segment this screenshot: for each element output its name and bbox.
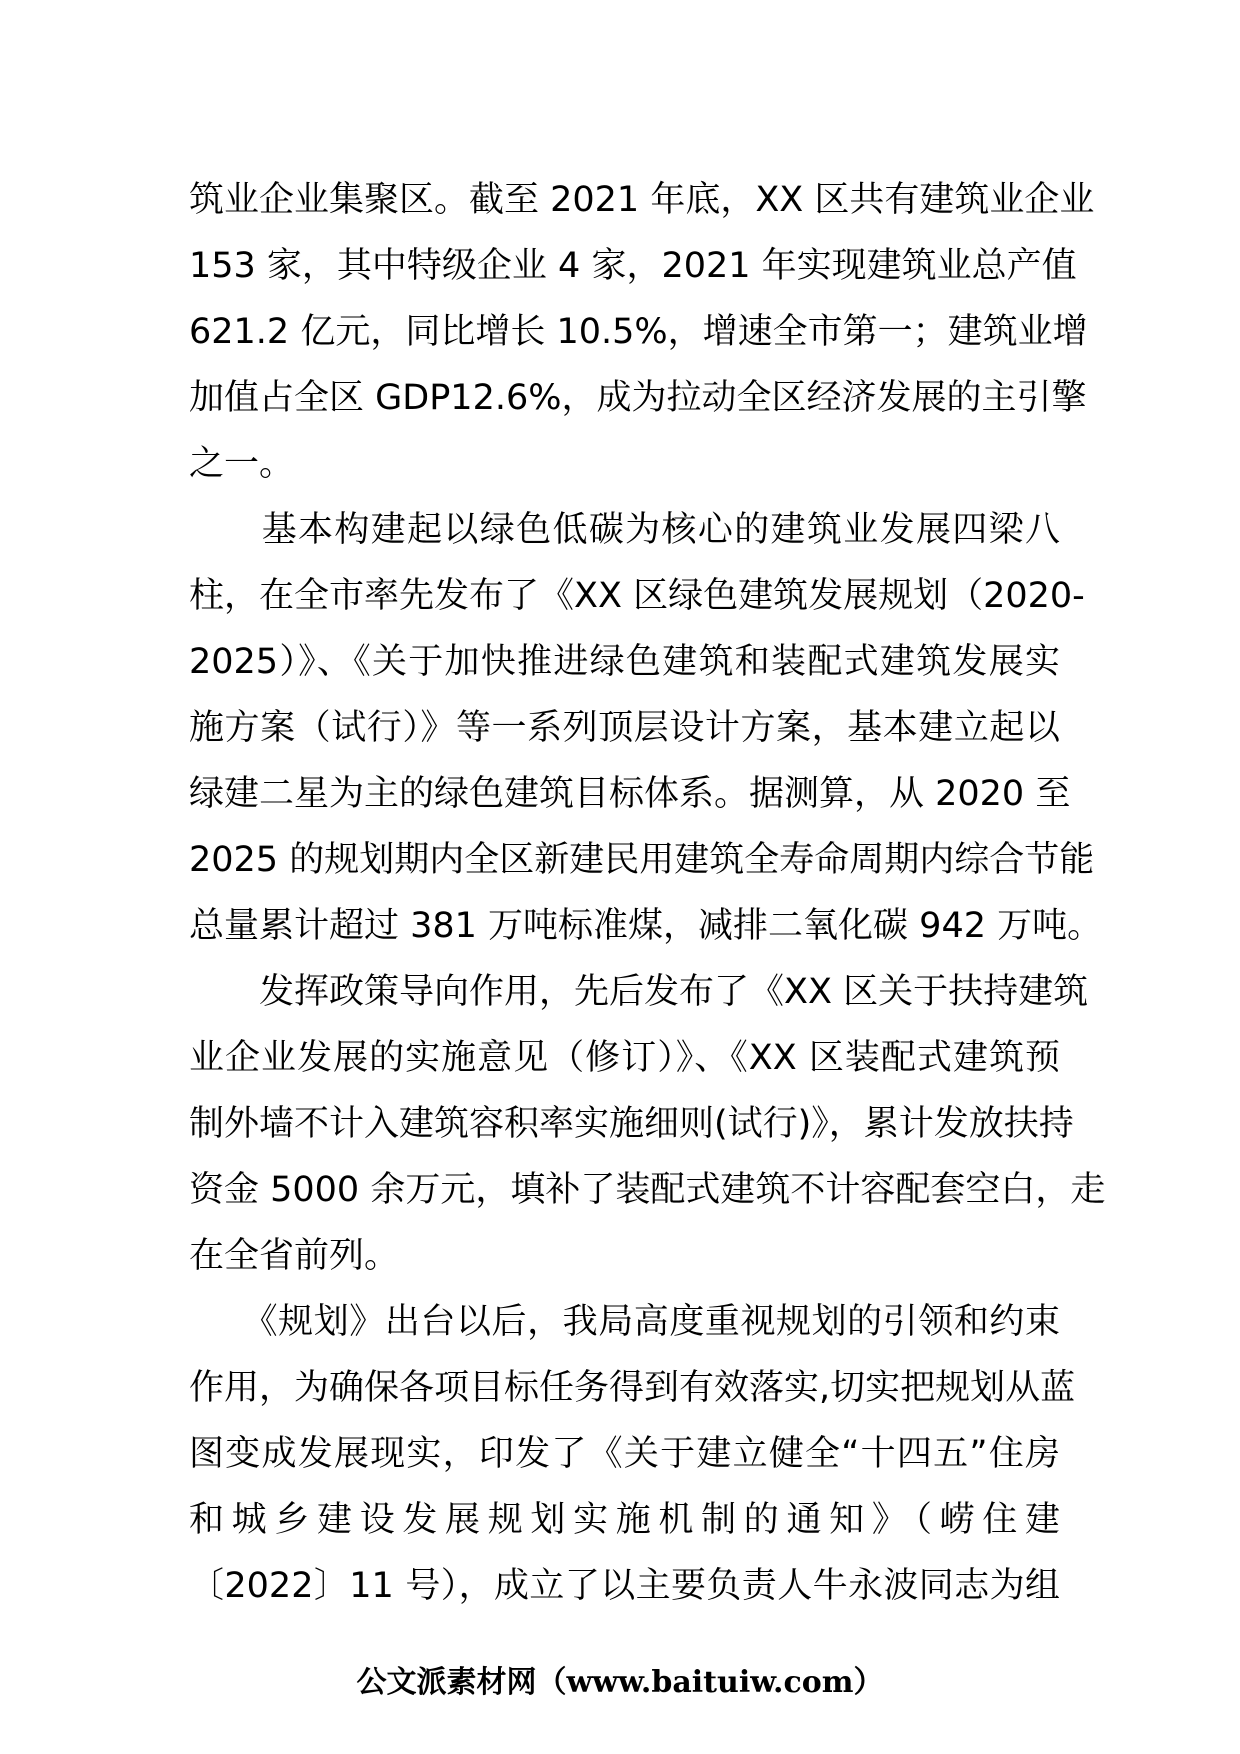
- text-line: 《规划》出台以后，我局高度重视规划的引领和约束: [189, 1302, 1060, 1342]
- text-line: 621.2 亿元，同比增长 10.5%，增速全市第一；建筑业增: [189, 312, 1088, 352]
- text-line: 之一。: [189, 444, 295, 484]
- text-line: 加值占全区 GDP12.6%，成为拉动全区经济发展的主引擎: [189, 378, 1087, 418]
- text-line: 柱，在全市率先发布了《XX 区绿色建筑发展规划（2020-: [189, 576, 1085, 616]
- paragraph-1: [189, 167, 1095, 497]
- paragraph-2: [189, 497, 1103, 959]
- text-line: 图变成发展现实，印发了《关于建立健全“十四五”住房: [189, 1434, 1060, 1474]
- text-line: 制外墙不计入建筑容积率实施细则(试行)》，累计发放扶持: [189, 1104, 1074, 1144]
- text-line: 总量累计超过 381 万吨标准煤，减排二氧化碳 942 万吨。: [189, 906, 1103, 946]
- text-line: 在全省前列。: [189, 1236, 400, 1276]
- text-line: 绿建二星为主的绿色建筑目标体系。据测算，从 2020 至: [189, 774, 1071, 814]
- text-line: 资金 5000 余万元，填补了装配式建筑不计容配套空白，走: [189, 1170, 1106, 1210]
- document-body: [189, 167, 1106, 1619]
- text-line: 和城乡建设发展规划实施机制的通知》（崂住建: [189, 1500, 1060, 1540]
- text-line: 施方案（试行）》等一系列顶层设计方案，基本建立起以: [189, 708, 1060, 748]
- text-line: 作用，为确保各项目标任务得到有效落实,切实把规划从蓝: [189, 1368, 1076, 1408]
- text-line: 业企业发展的实施意见（修订）》、《XX 区装配式建筑预: [189, 1038, 1060, 1078]
- paragraph-4: [189, 1289, 1076, 1619]
- text-line: 2025）》、《关于加快推进绿色建筑和装配式建筑发展实: [189, 642, 1060, 682]
- footer-source-link[interactable]: 公文派素材网（www.baituiw.com）: [356, 1665, 884, 1700]
- paragraph-3: [189, 959, 1106, 1289]
- text-line: 发挥政策导向作用，先后发布了《XX 区关于扶持建筑: [189, 972, 1089, 1012]
- text-line: 〔2022〕11 号），成立了以主要负责人牛永波同志为组: [189, 1566, 1060, 1606]
- text-line: 2025 的规划期内全区新建民用建筑全寿命周期内综合节能: [189, 840, 1095, 880]
- text-line: 153 家，其中特级企业 4 家，2021 年实现建筑业总产值: [189, 246, 1077, 286]
- text-line: 筑业企业集聚区。截至 2021 年底，XX 区共有建筑业企业: [189, 180, 1095, 220]
- text-line: 基本构建起以绿色低碳为核心的建筑业发展四梁八: [189, 510, 1060, 550]
